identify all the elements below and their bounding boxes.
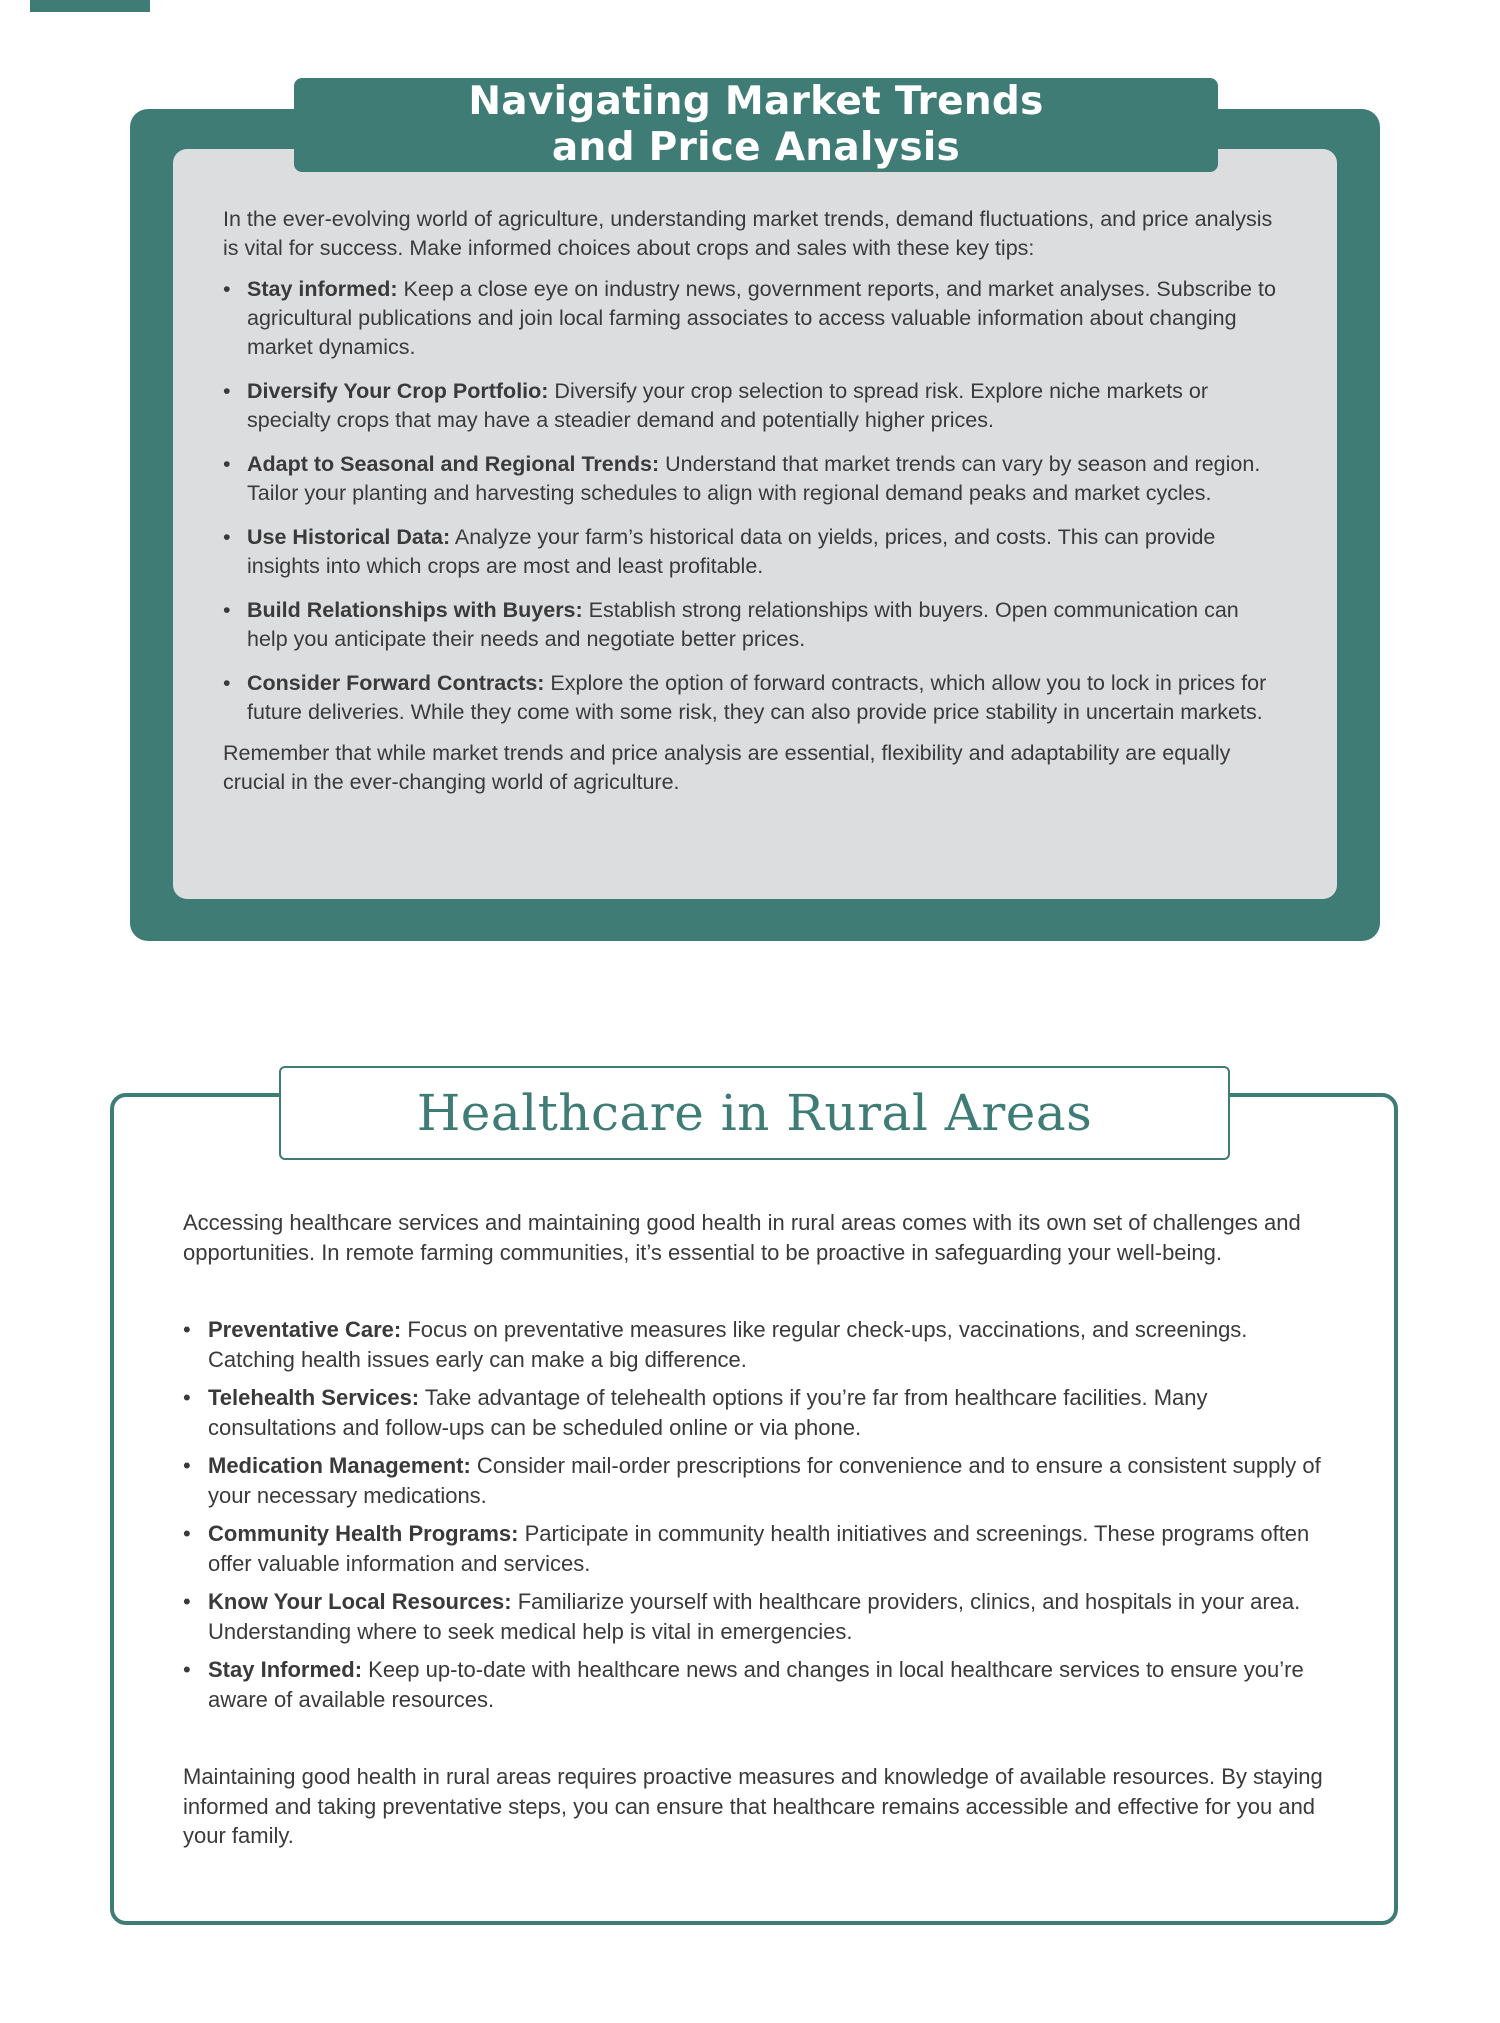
bullet-icon: • [223,277,231,301]
healthcare-outro: Maintaining good health in rural areas requires proactive measures and knowledge of available resources. By staying informed and taking preventative steps, you can ensure that healthcare remains accessible and effective for you and your family. [183,1764,1323,1848]
healthcare-tips-list [183,1315,1333,1714]
corner-tab-decoration [30,0,150,12]
bullet-icon: • [223,452,231,476]
market-title-line-2: and Price Analysis [551,125,961,170]
market-title-line-1: Navigating Market Trends [468,79,1044,124]
bullet-icon: • [223,671,231,695]
list-item: • Use Historical Data: Analyze your farm’s historical data on yields, prices, and costs. This can provide insights into which crops are most and least profitable. [223,525,1216,578]
list-item: • Know Your Local Resources: Familiarize yourself with healthcare providers, clinics, and hospitals in your area. Understanding where to seek medical help is vital in emergencies. [183,1589,1301,1644]
bullet-icon: • [183,1385,191,1410]
healthcare-intro: Accessing healthcare services and maintaining good health in rural areas comes with its own set of challenges and opportunities. In remote farming communities, it’s essential to be proactive in safeguarding your well-being. [183,1210,1301,1265]
list-item: • Community Health Programs: Participate in community health initiatives and screenings. These programs often offer valuable information and services. [183,1521,1310,1576]
market-trends-panel [173,149,1337,899]
market-tips-list [223,275,1283,727]
bullet-icon: • [223,379,231,403]
bullet-icon: • [183,1317,191,1342]
list-item: • Consider Forward Contracts: Explore the option of forward contracts, which allow you to lock in prices for future deliveries. While they come with some risk, they can also provide price stability in uncertain markets. [223,671,1267,724]
healthcare-title-box [279,1066,1230,1160]
bullet-icon: • [183,1453,191,1478]
healthcare-title: Healthcare in Rural Areas [416,1084,1093,1142]
market-title-tab [294,78,1218,172]
market-intro: In the ever-evolving world of agriculture, understanding market trends, demand fluctuations, and price analysis is vital for success. Make informed choices about crops and sales with these key tips: [223,207,1273,260]
list-item: • Build Relationships with Buyers: Establish strong relationships with buyers. Open communication can help you anticipate their needs and negotiate better prices. [223,598,1239,651]
healthcare-content [183,1208,1333,1851]
list-item: • Adapt to Seasonal and Regional Trends: Understand that market trends can vary by season and region. Tailor your planting and harvesting schedules to align with regional demand peaks and market cycles. [223,452,1261,505]
bullet-icon: • [223,598,231,622]
bullet-icon: • [183,1657,191,1682]
list-item: • Diversify Your Crop Portfolio: Diversify your crop selection to spread risk. Explore niche markets or specialty crops that may have a steadier demand and potentially higher prices. [223,379,1209,432]
list-item: • Medication Management: Consider mail-order prescriptions for convenience and to ensure a consistent supply of your necessary medications. [183,1453,1321,1508]
bullet-icon: • [183,1521,191,1546]
bullet-icon: • [183,1589,191,1614]
market-outro: Remember that while market trends and price analysis are essential, flexibility and adaptability are equally crucial in the ever-changing world of agriculture. [223,741,1231,794]
list-item: • Stay informed: Keep a close eye on industry news, government reports, and market analyses. Subscribe to agricultural publications and join local farming associates to access valuable information about changing market dynamics. [223,277,1276,359]
list-item: • Stay Informed: Keep up-to-date with healthcare news and changes in local healthcare services to ensure you’re aware of available resources. [183,1657,1304,1712]
list-item: • Preventative Care: Focus on preventative measures like regular check-ups, vaccinations, and screenings. Catching health issues early can make a big difference. [183,1317,1248,1372]
list-item: • Telehealth Services: Take advantage of telehealth options if you’re far from healthcare facilities. Many consultations and follow-ups can be scheduled online or via phone. [183,1385,1208,1440]
bullet-icon: • [223,525,231,549]
